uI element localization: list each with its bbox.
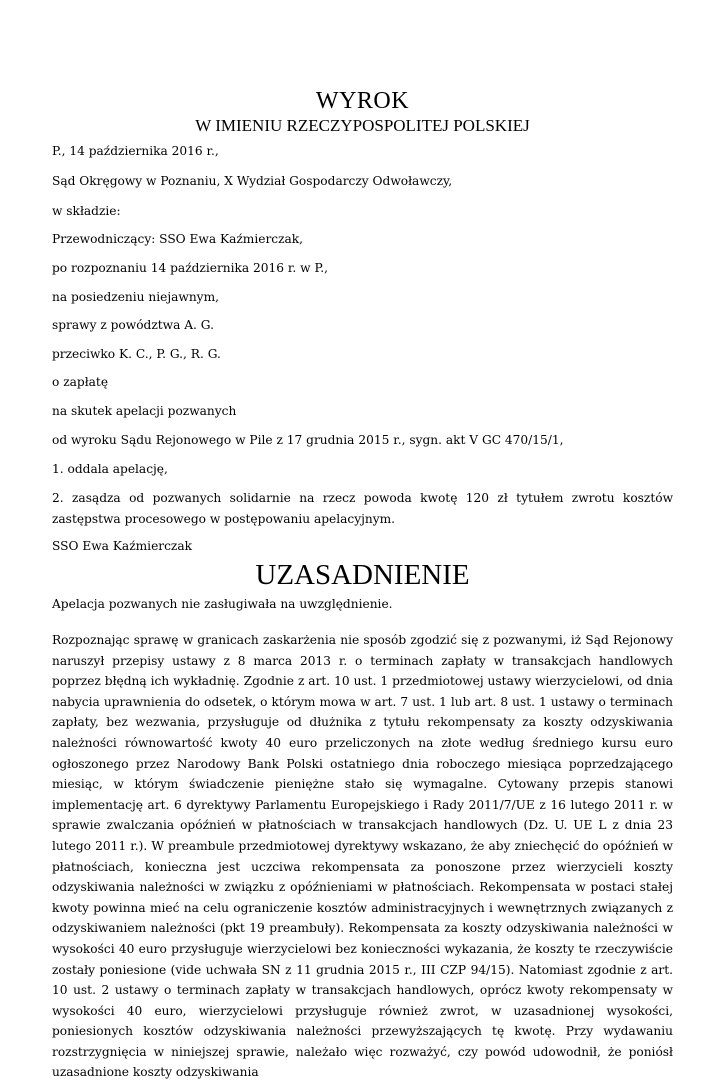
date-line: P., 14 października 2016 r., bbox=[52, 144, 219, 158]
defendants-line: przeciwko K. C., P. G., R. G. bbox=[52, 347, 221, 361]
judgment-subtitle: W IMIENIU RZECZYPOSPOLITEJ POLSKIEJ bbox=[195, 116, 530, 135]
session-line: na posiedzeniu niejawnym, bbox=[52, 290, 220, 304]
court-line: Sąd Okręgowy w Poznaniu, X Wydział Gospodarczy Odwoławczy, bbox=[52, 174, 453, 188]
composition-line: w składzie: bbox=[52, 204, 121, 218]
signature: SSO Ewa Kaźmierczak bbox=[52, 539, 193, 553]
hearing-date-line: po rozpoznaniu 14 października 2016 r. w P., bbox=[52, 261, 328, 275]
ruling-point-1: 1. oddala apelację, bbox=[52, 462, 168, 476]
justification-title: UZASADNIENIE bbox=[255, 559, 470, 591]
justification-body: Rozpoznając sprawę w granicach zaskarżenia nie sposób zgodzić się z pozwanymi, iż Sąd Rejonowy naruszył przepisy ustawy z 8 marca 2013 r. o terminach zapłaty w transakcjach handlowych poprzez błędną ich wykładnię. Zgodnie z art. 10 ust. 1 przedmiotowej ustawy wierzycielowi, od dnia nabycia uprawnienia do odsetek, o którym mowa w art. 7 ust. 1 lub art. 8 ust. 1 ustawy o terminach zapłaty, bez wezwania, przysługuje od dłużnika z tytułu rekompensaty za koszty odzyskiwania należności równowartość kwoty 40 euro przeliczonych na złote według średniego kursu euro ogłoszonego przez Narodowy Bank Polski ostatniego dnia roboczego miesiąca poprzedzającego miesiąc, w którym świadczenie pieniężne stało się wymagalne. Cytowany przepis stanowi implementację art. 6 dyrektywy Parlamentu Europejskiego i Rady 2011/7/UE z 16 lutego 2011 r. w sprawie zwalczania opóźnień w płatnościach w transakcjach handlowych (Dz. U. UE L z dnia 23 lutego 2011 r.). W preambule przedmiotowej dyrektywy wskazano, że aby zniechęcić do opóźnień w płatnościach, konieczna jest uczciwa rekompensata za ponoszone przez wierzycieli koszty odzyskiwania należności w związku z opóźnieniami w płatnościach. Rekompensata w postaci stałej kwoty powinna mieć na celu ograniczenie kosztów administracyjnych i wewnętrznych związanych z odzyskiwaniem należności (pkt 19 preambuły). Rekompensata za koszty odzyskiwania należności w wysokości 40 euro przysługuje wierzycielowi bez konieczności wykazania, że koszty te rzeczywiście zostały poniesione (vide uchwała SN z 11 grudnia 2015 r., III CZP 94/15). Natomiast zgodnie z art. 10 ust. 2 ustawy o terminach zapłaty w transakcjach handlowych, oprócz kwoty rekompensaty w wysokości 40 euro, wierzycielowi przysługuje również zwrot, w uzasadnionej wysokości, poniesionych kosztów odzyskiwania należności przewyższających tę kwotę. Przy wydawaniu rozstrzygnięcia w niniejszej sprawie, należało więc rozważyć, czy powód udowodnił, że poniósł uzasadnione koszty odzyskiwania bbox=[52, 633, 673, 1080]
judgment-title: WYROK bbox=[315, 88, 410, 114]
ruling-point-2: 2. zasądza od pozwanych solidarnie na rzecz powoda kwotę 120 zł tytułem zwrotu kosztów zastępstwa procesowego w postępowaniu apelacyjnym. bbox=[52, 491, 673, 526]
plaintiff-line: sprawy z powództwa A. G. bbox=[52, 318, 214, 332]
appeal-line: na skutek apelacji pozwanych bbox=[52, 404, 237, 418]
subject-line: o zapłatę bbox=[52, 375, 109, 389]
justification-intro: Apelacja pozwanych nie zasługiwała na uwzględnienie. bbox=[52, 597, 393, 611]
presiding-judge-line: Przewodniczący: SSO Ewa Kaźmierczak, bbox=[52, 232, 304, 246]
lower-court-judgment-line: od wyroku Sądu Rejonowego w Pile z 17 grudnia 2015 r., sygn. akt V GC 470/15/1, bbox=[52, 433, 564, 447]
